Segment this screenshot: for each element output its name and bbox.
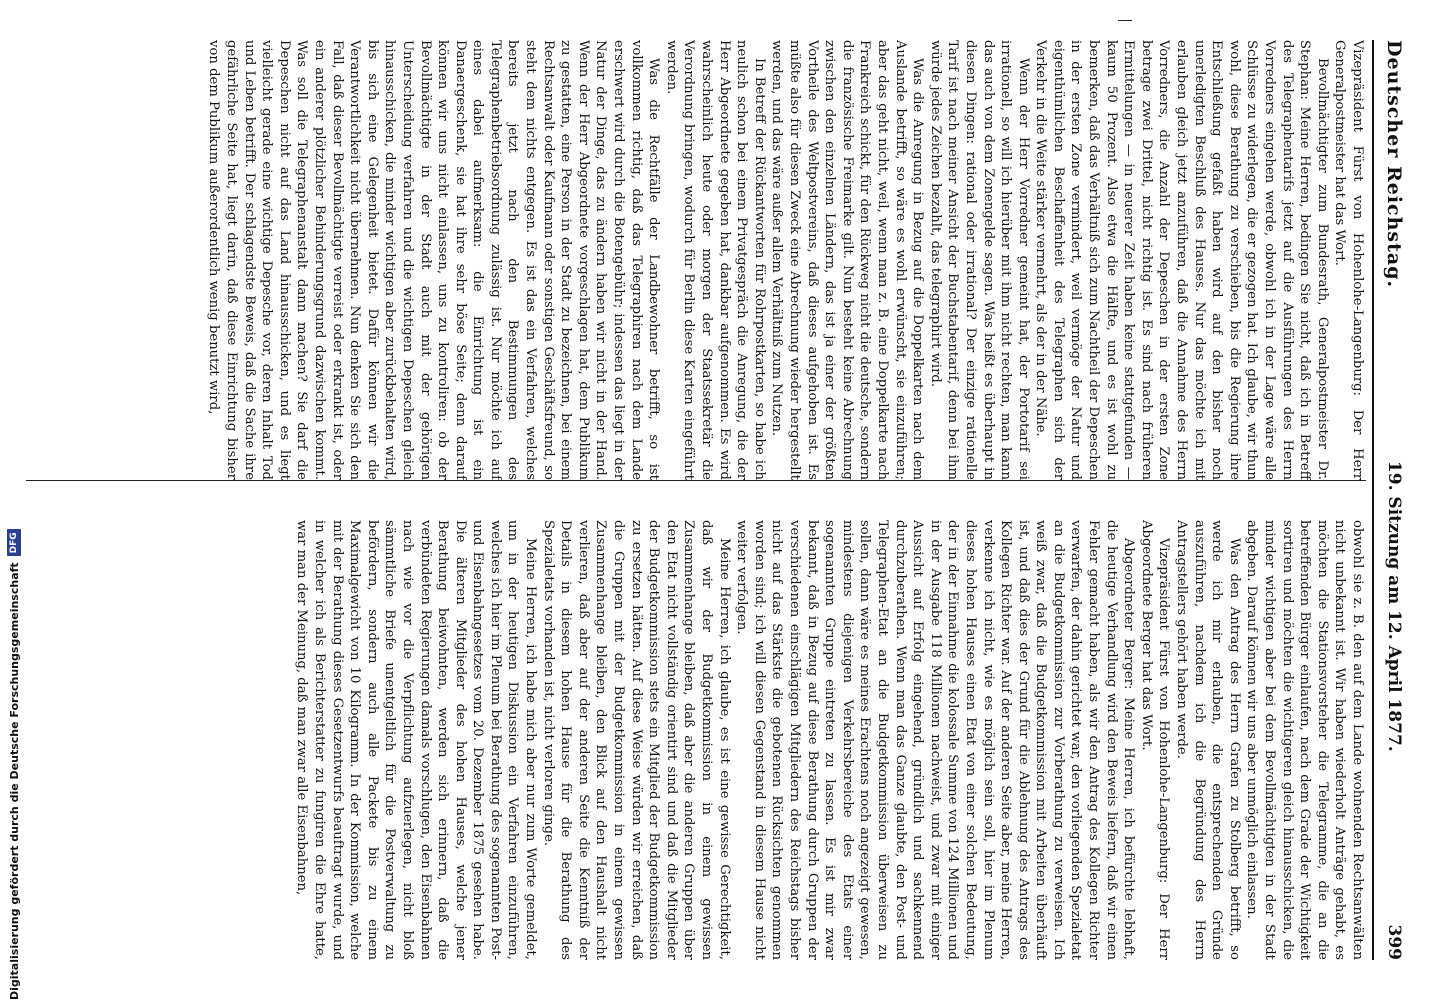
scan-mark: [1118, 20, 1132, 21]
paragraph: Abgeordneter Berger: Meine Herren, ich befürchte lebhaft, die heutige Verhandlung wird den Beweis liefern, daß wir einen Fehler gemacht haben, als wir den Antrag des Kollegen Richter verwarfen, der dahin gerichtet war, den vorliegenden Spezialetat an die Budgetkommission zur Vorberathung zu verweisen. Ich weiß zwar, daß die Budgetkommission mit Arbeiten überhäuft ist, und daß dies der Grund für die Ablehnung des Antrags des Kollegen Richter war. Auf der anderen Seite aber, meine Herren, verkenne ich nicht, wie es möglich sein soll, hier im Plenum dieses hohen Hauses einen Etat von einer solchen Bedeutung, der in der Einnahme die kolossale Summe von 124 Millionen und in der Ausgabe 118 Millionen nachweist, und zwar mit einiger Aussicht auf Erfolg eingehend, gründlich und sachkennend durchzuberathen. Wenn man das Ganze glaubte, den Post- und Telegraphen-Etat an die Budgetkommission überweisen zu sollen, dann wäre es meines Erachtens noch angezeigt gewesen, mindestens diejenigen Verkehrsbereiche des Etats einer sogenannten Gruppe eintreten zu lassen. Es ist mir zwar bekannt, daß in Bezug auf diese Berathung durch Gruppen der verschiedenen einschlägigen Mitgliedern des Reichstags bisher nicht auf das Stärkste die gebotenen Rücksichten genommen worden sind; ich will diesen Gegenstand in diesem Hause nicht weiter verfolgen.: [734, 520, 1137, 960]
paragraph: Was den Antrag des Herrn Grafen zu Stolberg betrifft, so werde ich mir erlauben, die entsprechenden Gründe auszuführen, nachdem ich die Begründung des Herrn Antragstellers gehört haben werde.: [1174, 520, 1242, 960]
page-header: [1376, 40, 1412, 960]
page-number: 399: [1384, 924, 1404, 960]
paragraph: Meine Herren, ich glaube, es ist eine gewisse Gerechtigkeit, daß wir der Budgetkommission in einem gewissen Zusammenhange bleiben, daß aber die anderen Gruppen über den Etat nicht vollständig orientirt sind und daß die Mitglieder der Budgetkommission stets ein Mitglied der Budgetkommission zu ersetzen hätten. Auf diese Weise würden wir erreichen, daß die Gruppen mit der Budgetkommission in einem gewissen Zusammenhange bleiben, den Blick auf den Haushalt nicht verlieren, daß aber auf der anderen Seite die Kenntniß der Details in diesem hohen Hause für die Berathung des Spezialetats vorhanden ist, nicht verloren ginge.: [540, 520, 732, 960]
paragraph: Was die Rechtfälle der Landbewohner betrifft, so ist vollkommen richtig, daß das Telegraphiren nach dem Lande erschwert wird durch die Botengebühr; indessen das liegt in der Natur der Dinge, das zu ändern haben wir nicht in der Hand. Wenn der Herr Abgeordnete vorgeschlagen hat, dem Publikum zu gestatten, eine Person in der Stadt zu bezeichnen, bei einem Rechtsanwalt oder Kaufmann oder sonstigen Geschäftsfreund, so steht dem nichts entgegen. Es ist das ein Verfahren, welches bereits jetzt nach den Bestimmungen des Telegraphenbetriebsordnung zulässig ist. Nur möchte ich auf eines dabei aufmerksam: die Einrichtung ist ein Danaergeschenk, sie hat ihre sehr böse Seite; denn darauf können wir uns nicht einlassen, uns zu kontroliren: ob der Bevollmächtigte in der Stadt auch mit der gehörigen Unterscheidung verfahren und die wichtigen Depeschen gleich hinausschicken, die minder wichtigen aber zurückbehalten wird, bis sich eine Gelegenheit bietet. Dafür können wir die Verantwortlichkeit nicht übernehmen. Nun denken Sie sich den Fall, daß dieser Bevollmächtigte verreist oder erkrankt ist, oder ein anderer plötzlicher Behinderungsgrund dazwischen kommt. Was soll die Telegraphenanstalt dann machen? Sie darf die Depeschen nicht auf das Land hinausschicken, und es liegt vielleicht gerade eine wichtige Depesche vor, deren Inhalt Tod und Leben betrifft. Der schlagendste Beweis, daß die Sache ihre gefährliche Seite hat, liegt darin, daß diese Einrichtung bisher von dem Publikum außerordentlich wenig benutzt wird,: [206, 40, 662, 480]
left-column: [26, 40, 1366, 480]
running-title: Deutscher Reichstag.: [1383, 40, 1405, 289]
paragraph: Meine Herren, ich habe mich aber nur zum Worte gemeldet, um in der heutigen Diskussion ein Verfahren einzuführen, welches ich hier im Plenum bei Berathung des sogenannten Post- und Eisenbahngesetzes vom 20. Dezember 1875 gesehen habe. Die älteren Mitglieder des hohen Hauses, welche jener Berathung beiwohnten, werden sich erinnern, daß die verbündeten Regierungen damals vorschlugen, den Eisenbahnen nach wie vor die Verpflichtung aufzuerlegen, nicht bloß sämmtliche Briefe unentgeltlich für die Postverwaltung zu befördern, sondern auch alle Packete bis zu einem Maximalgewicht von 10 Kilogramm. In der Kommission, welche mit der Berathung dieses Gesetzentwurfs beauftragt wurde, und in welcher ich als Berichterstatter zu fungiren die Ehre hatte, war man der Meinung, daß man zwar alle Eisenbahnen,: [294, 520, 539, 960]
paragraph: Vizepräsident Fürst von Hohenlohe-Langenburg: Der Herr Generalpostmeister hat das Wort.: [1332, 40, 1365, 480]
paragraph: Bevollmächtigter zum Bundesrath, Generalpostmeister Dr. Stephan: Meine Herren, bedingen Sie nicht, daß ich in Betreff des Telegraphentarifs jetzt auf die Ausführungen des Herrn Vorredners eingehen werde, obwohl ich in der Lage wäre alle Schlüsse zu widerlegen, die er gezogen hat. Ich glaube, wir thun wohl, diese Berathung zu verschieben, bis die Regierung ihre Entschließung gefaßt haben wird auf den bisher noch unerledigten Beschluß des Hauses. Nur das möchte ich mit erlauben gleich jetzt anzuführen, daß die Annahme des Herrn Vorredners, die Anzahl der Depeschen in der ersten Zone betrage zwei Drittel, nicht richtig ist. Es sind nach früheren Ermittelungen — in neuerer Zeit haben keine stattgefunden — kaum 50 Prozent. Also etwa die Hälfte, und es ist wohl zu bemerken, daß das Verhältniß sich zum Nachtheil der Depeschen in der ersten Zone vermindert, weil vermöge der Natur und eigenthümlichen Beschaffenheit des Telegraphen sich der Verkehr in die Weite stärker vermehrt, als der in der Nähe.: [1033, 40, 1330, 480]
caption-text: Digitalisierung gefördert durch die Deutsche Forschungsgemeinschaft: [7, 562, 21, 1000]
paragraph: In Betreff der Rückantworten für Rohrpostkarten, so habe ich neulich schon bei einem Privatgespräch die Anregung, die der Herr Abgeordnete gegeben hat, dankbar aufgenommen. Es wird wahrscheinlich heute oder morgen der Staatssekretär die Verordnung bringen, wodurch für Berlin diese Karten eingeführt werden.: [663, 40, 767, 480]
paragraph: Wenn der Herr Vorredner gemeint hat, der Portotarif sei irrationell, so will ich hierüber mit ihm nicht rechten, man kann das auch von dem Zonengelde sagen. Was heißt es überhaupt in diesen Dingen: rational oder irrational? Der einzige rationelle Tarif ist nach meiner Ansicht der Buchstabentarif, denn bei ihm würde jedes Zeichen bezahlt, das telegraphirt wird.: [927, 40, 1031, 480]
session-date: 19. Sitzung am 12. April 1877.: [1384, 460, 1404, 752]
header-rule: [1372, 40, 1374, 960]
paragraph: Vizepräsident Fürst von Hohenlohe-Langenburg: Der Herr Abgeordnete Berger hat das Wort.: [1138, 520, 1172, 960]
right-column: [26, 520, 1366, 960]
dfg-logo: DFG: [7, 529, 21, 556]
column-divider: [26, 480, 1366, 481]
paragraph: obwohl sie z. B. den auf dem Lande wohnenden Rechtsanwälten nicht unbekannt ist. Wir haben wiederholt Anträge gehabt, es möchten die Stationsvorsteher die Telegramme, die an die betreffenden Bürger einlaufen, nach dem Grade der Wichtigkeit sortiren und möchten die wichtigeren gleich hinausschicken, die minder wichtigen aber bei dem Bevollmächtigten in der Stadt abgeben. Darauf können wir uns aber unmöglich einlassen.: [1244, 520, 1365, 960]
digitization-caption: [6, 0, 22, 1000]
paragraph: Was die Anregung in Bezug auf die Doppelkarten nach dem Auslande betrifft, so wäre es wohl erwünscht, sie einzuführen; aber das geht nicht, weil, wenn man z. B. eine Doppelkarte nach Frankreich schickt, für den Rückweg nicht die deutsche, sondern die französische Freimarke gilt. Nun besteht keine Abrechnung zwischen den einzelnen Ländern, das ist ja einer der größten Vortheile des Weltpostvereins, daß dieses aufgehoben ist. Es müßte also für diesen Zweck eine Abrechnung wieder hergestellt werden, und das wäre außer allem Verhältniß zum Nutzen.: [769, 40, 926, 480]
